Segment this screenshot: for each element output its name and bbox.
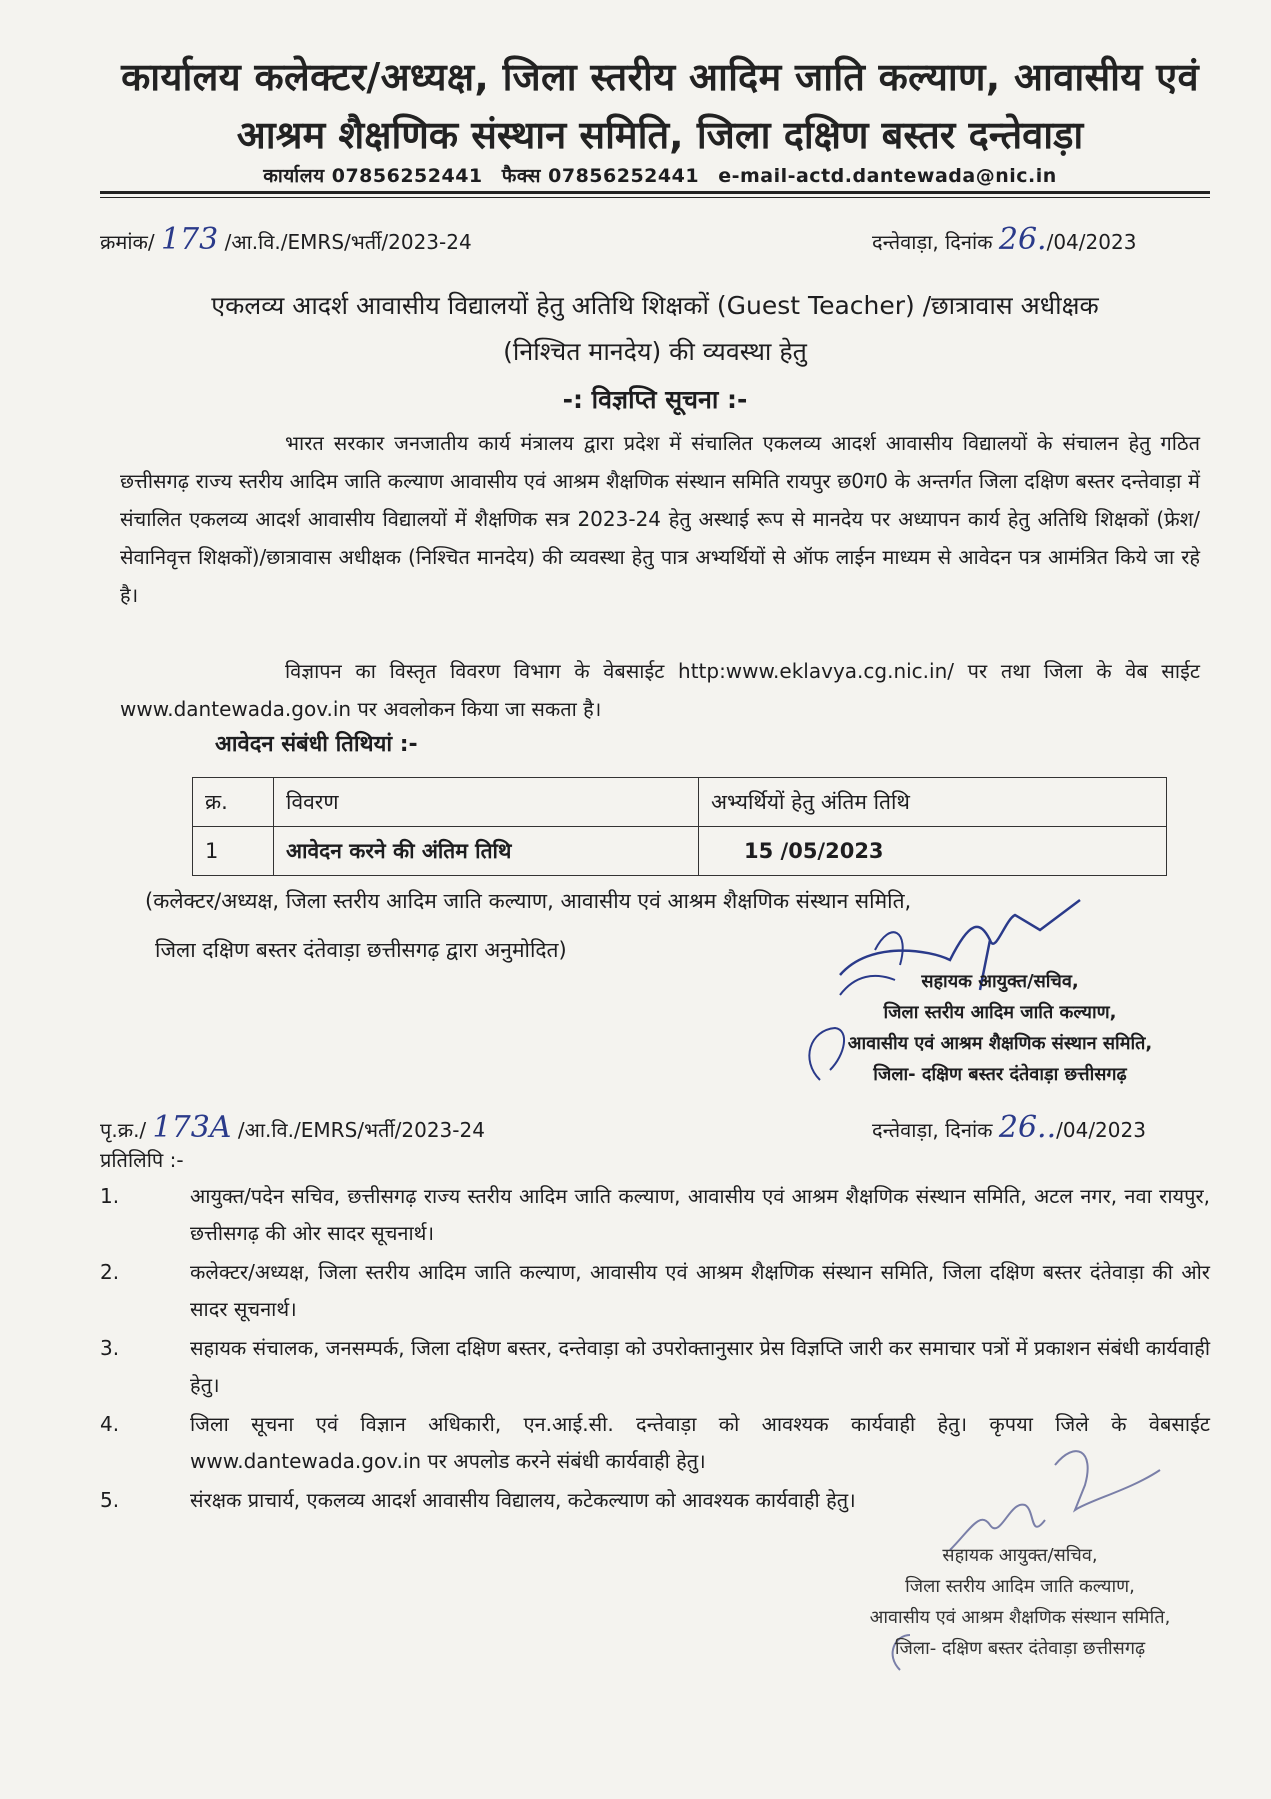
table-header-cell: अभ्यर्थियों हेतु अंतिम तिथि (699, 778, 1167, 827)
ref-suffix: /आ.वि./EMRS/भर्ती/2023-24 (224, 230, 472, 254)
list-item-text: संरक्षक प्राचार्य, एकलव्य आदर्श आवासीय विद्यालय, कटेकल्याण को आवश्यक कार्यवाही हेतु। (190, 1488, 856, 1512)
table-cell: 1 (193, 827, 274, 876)
signature-2-line-2: जिला स्तरीय आदिम जाति कल्याण, (905, 1576, 1135, 1597)
signature-1-line-2: जिला स्तरीय आदिम जाति कल्याण, (883, 1002, 1117, 1023)
ref-prefix: पृ.क्र./ (100, 1118, 147, 1142)
list-item-text: आयुक्त/पदेन सचिव, छत्तीसगढ़ राज्य स्तरीय आदिम जाति कल्याण, आवासीय एवं आश्रम शैक्षणिक संस्थान समिति, अटल नगर, नवा रायपुर, छत्तीसगढ़ की ओर सादर सूचनार्थ। (190, 1184, 1210, 1245)
date-suffix: /04/2023 (1056, 1118, 1146, 1142)
ref-number-handwritten: 173A (152, 1110, 232, 1145)
notice-title-line-2: (निश्चित मानदेय) की व्यवस्था हेतु (503, 337, 807, 366)
table-header-row (193, 778, 1167, 827)
body-paragraph-1: भारत सरकार जनजातीय कार्य मंत्रालय द्वारा प्रदेश में संचालित एकलव्य आदर्श आवासीय विद्यालयों के संचालन हेतु गठित छत्तीसगढ़ राज्य स्तरीय आदिम जाति कल्याण आवासीय एवं आश्रम शैक्षणिक संस्थान समिति रायपुर छ0ग0 के अन्तर्गत जिला दक्षिण बस्तर दन्तेवाड़ा में संचालित एकलव्य आदर्श आवासीय विद्यालयों में शैक्षणिक सत्र 2023-24 हेतु अस्थाई रूप से मानदेय पर अध्यापन कार्य हेतु अतिथि शिक्षकों (फ्रेश/सेवानिवृत्त शिक्षकों)/छात्रावास अधीक्षक (निश्चित मानदेय) की व्यवस्था हेतु पात्र अभ्यर्थियों से ऑफ लाईन माध्यम से आवेदन पत्र आमंत्रित किये जा रहे है। (120, 431, 1200, 607)
header-line-2: आश्रम शैक्षणिक संस्थान समिति, जिला दक्षिण बस्तर दन्तेवाड़ा (236, 113, 1084, 157)
list-item-number: 1. (100, 1184, 120, 1208)
fax-number: फैक्स 07856252441 (501, 165, 700, 187)
list-item (100, 1178, 1210, 1252)
list-item (100, 1254, 1210, 1328)
reference-number-2 (100, 1110, 485, 1145)
signature-2-line-1: सहायक आयुक्त/सचिव, (942, 1545, 1098, 1566)
signature-1-designation (820, 966, 1180, 1090)
header-line-1: कार्यालय कलेक्टर/अध्यक्ष, जिला स्तरीय आदिम जाति कल्याण, आवासीय एवं (121, 55, 1199, 99)
ref-prefix: क्रमांक/ (100, 230, 155, 254)
date-suffix: /04/2023 (1046, 230, 1137, 254)
table-cell: 15 /05/2023 (699, 827, 1167, 876)
ref-suffix: /आ.वि./EMRS/भर्ती/2023-24 (237, 1118, 485, 1142)
notice-heading: -: विज्ञप्ति सूचना :- (562, 385, 748, 414)
header-rule-thick (100, 191, 1210, 194)
list-item-text: कलेक्टर/अध्यक्ष, जिला स्तरीय आदिम जाति कल्याण, आवासीय एवं आश्रम शैक्षणिक संस्थान समिति, जिला दक्षिण बस्तर दंतेवाड़ा की ओर सादर सूचनार्थ। (190, 1260, 1210, 1321)
list-item-number: 2. (100, 1260, 120, 1284)
table-cell: आवेदन करने की अंतिम तिथि (274, 827, 699, 876)
table-row (193, 827, 1167, 876)
date-prefix: दन्तेवाड़ा, दिनांक (872, 1118, 993, 1142)
date-day-handwritten: 26.. (998, 1110, 1057, 1145)
date-prefix: दन्तेवाड़ा, दिनांक (872, 230, 993, 254)
signature-1-line-1: सहायक आयुक्त/सचिव, (921, 971, 1079, 992)
header-rule-thin (100, 197, 1210, 198)
header-contact (100, 162, 1220, 188)
office-phone: कार्यालय 07856252441 (263, 165, 483, 187)
list-item-number: 3. (100, 1336, 120, 1360)
list-item-text: जिला सूचना एवं विज्ञान अधिकारी, एन.आई.सी. दन्तेवाड़ा को आवश्यक कार्यवाही हेतु। कृपया जिले के वेबसाईट www.dantewada.gov.in पर अपलोड करने संबंधी कार्यवाही हेतु। (190, 1412, 1210, 1473)
ref-number-handwritten: 173 (160, 222, 219, 257)
reference-date-1 (872, 222, 1136, 257)
signature-2-designation (830, 1540, 1210, 1664)
list-item-number: 4. (100, 1412, 120, 1436)
reference-date-2 (872, 1110, 1146, 1145)
list-item-text: सहायक संचालक, जनसम्पर्क, जिला दक्षिण बस्तर, दन्तेवाड़ा को उपरोक्तानुसार प्रेस विज्ञप्ति जारी कर समाचार पत्रों में प्रकाशन संबंधी कार्यवाही हेतु। (190, 1336, 1210, 1397)
email-address: e-mail-actd.dantewada@nic.in (718, 165, 1057, 187)
dates-table (192, 777, 1167, 876)
notice-title-line-1: एकलव्य आदर्श आवासीय विद्यालयों हेतु अतिथि शिक्षकों (Guest Teacher) /छात्रावास अधीक्षक (211, 291, 1099, 320)
approval-line-1: (कलेक्टर/अध्यक्ष, जिला स्तरीय आदिम जाति कल्याण, आवासीय एवं आश्रम शैक्षणिक संस्थान समिति, (145, 889, 912, 913)
signature-2-line-4: जिला- दक्षिण बस्तर दंतेवाड़ा छत्तीसगढ़ (894, 1638, 1146, 1659)
list-item (100, 1330, 1210, 1404)
list-item-number: 5. (100, 1488, 120, 1512)
signature-2-line-3: आवासीय एवं आश्रम शैक्षणिक संस्थान समिति, (869, 1607, 1171, 1628)
reference-number-1 (100, 222, 472, 257)
signature-1-line-4: जिला- दक्षिण बस्तर दंतेवाड़ा छत्तीसगढ़ (873, 1064, 1127, 1085)
table-header-cell: क्र. (193, 778, 274, 827)
table-header-cell: विवरण (274, 778, 699, 827)
dates-heading: आवेदन संबंधी तिथियां :- (215, 732, 418, 757)
date-day-handwritten: 26. (998, 222, 1047, 257)
approval-line-2: जिला दक्षिण बस्तर दंतेवाड़ा छत्तीसगढ़ द्वारा अनुमोदित) (155, 938, 567, 962)
body-paragraph-2: विज्ञापन का विस्तृत विवरण विभाग के वेबसाईट http:www.eklavya.cg.nic.in/ पर तथा जिला के वेब साईट www.dantewada.gov.in पर अवलोकन किया जा सकता है। (120, 659, 1200, 721)
signature-1-line-3: आवासीय एवं आश्रम शैक्षणिक संस्थान समिति, (847, 1033, 1153, 1054)
copy-label: प्रतिलिपि :- (100, 1148, 184, 1172)
